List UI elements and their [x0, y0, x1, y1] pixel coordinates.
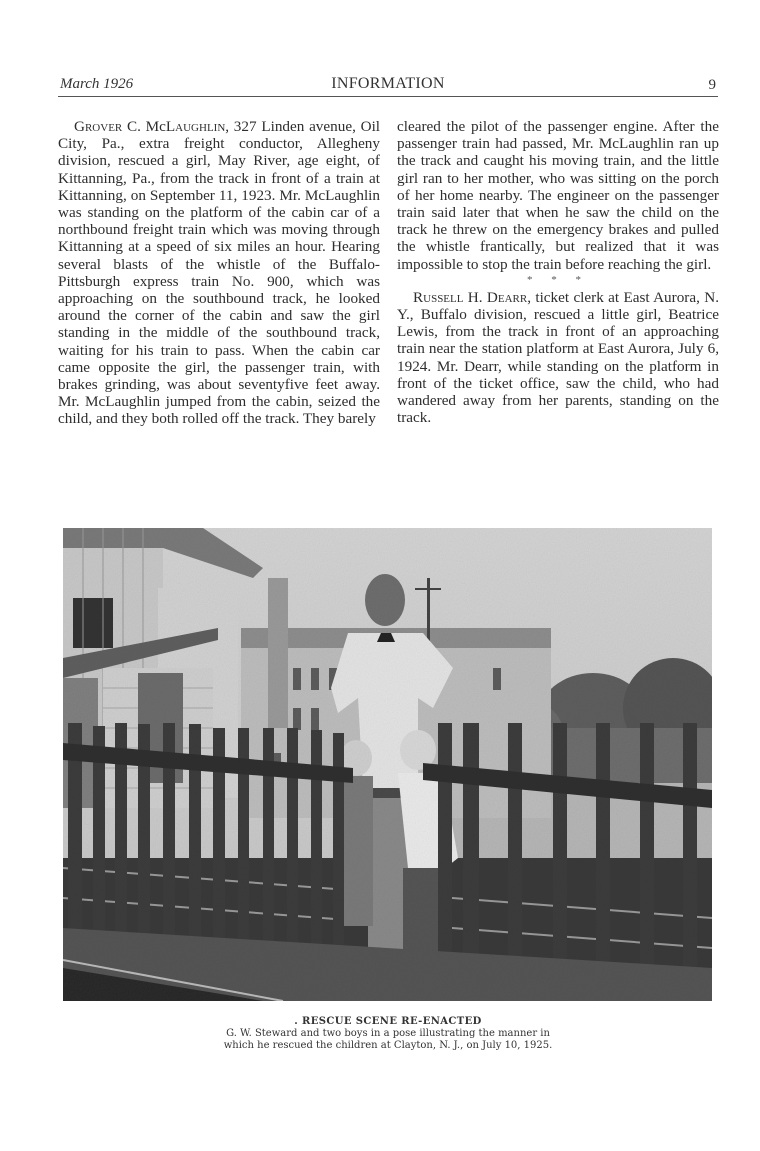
caption-title: . RESCUE SCENE RE-ENACTED	[294, 1016, 482, 1027]
publication-title: INFORMATION	[331, 75, 445, 92]
article-body: , ticket clerk at East Aurora, N. Y., Buffalo division, rescued a little girl, Beatrice Lewis, from the track in front of an approaching train near the station platform at East Aurora, July 6, 1924. Mr. Dearr, while standing on the platform in front of the ticket office, saw the child, who had wandered away from her parents, standing on the track.	[397, 288, 720, 427]
article-body: , 327 Linden avenue, Oil City, Pa., extra freight conductor, Allegheny division, rescued a girl, May River, age eight, of Kittanning, Pa., from the track in front of a train at Kittanning, on September 11, 1923. Mr. McLaughlin was standing on the platform of the cabin car of a northbound freight train which was moving through Kittanning at a speed of six miles an hour. Hearing several blasts of the whistle of the Buffalo-Pittsburgh express train No. 900, which was approaching on the southbound track, he looked around the corner of the cabin and saw the girl standing in the middle of the southbound track, waiting for his train to pass. When the cabin car came opposite the girl, the passenger train, with brakes grinding, was about seventyfive feet away. Mr. McLaughlin jumped from the cabin, seized the child, and they both rolled off the track. They barely	[58, 118, 381, 428]
person-name-last: Dearr	[486, 288, 528, 306]
article-mclaughlin-part1	[58, 118, 380, 428]
page-number: 9	[708, 77, 716, 93]
article-dearr	[397, 289, 719, 427]
article-mclaughlin-part2: cleared the pilot of the passenger engine. After the passenger train had passed, Mr. McLaughlin ran up the track and caught his moving train, and the little girl ran to her mother, who was sitting on the porch of her home nearby. The engineer on the passenger train said later that when he saw the child on the track he threw on the emergency brakes and pulled the whistle frantically, but realized that it was impossible to stop the train before reaching the girl.	[397, 118, 719, 273]
column-right	[397, 118, 719, 426]
person-name-last: Laughlin	[165, 118, 226, 135]
caption-line-2: which he rescued the children at Clayton, N. J., on July 10, 1925.	[223, 1039, 553, 1051]
column-left	[58, 118, 380, 428]
person-name-middle: H.	[463, 288, 487, 306]
running-header	[58, 74, 718, 97]
photograph-icon	[63, 528, 712, 1001]
section-separator: * * *	[527, 273, 589, 286]
issue-date: March 1926	[60, 76, 134, 92]
person-name-middle: C. Mc	[122, 118, 166, 135]
person-name-first: Grover	[74, 118, 123, 135]
caption-line-1: G. W. Steward and two boys in a pose illustrating the manner in	[226, 1028, 550, 1039]
rescue-scene-photo	[63, 528, 712, 1001]
person-name-first: Russell	[413, 288, 464, 306]
photo-caption	[58, 1015, 718, 1051]
